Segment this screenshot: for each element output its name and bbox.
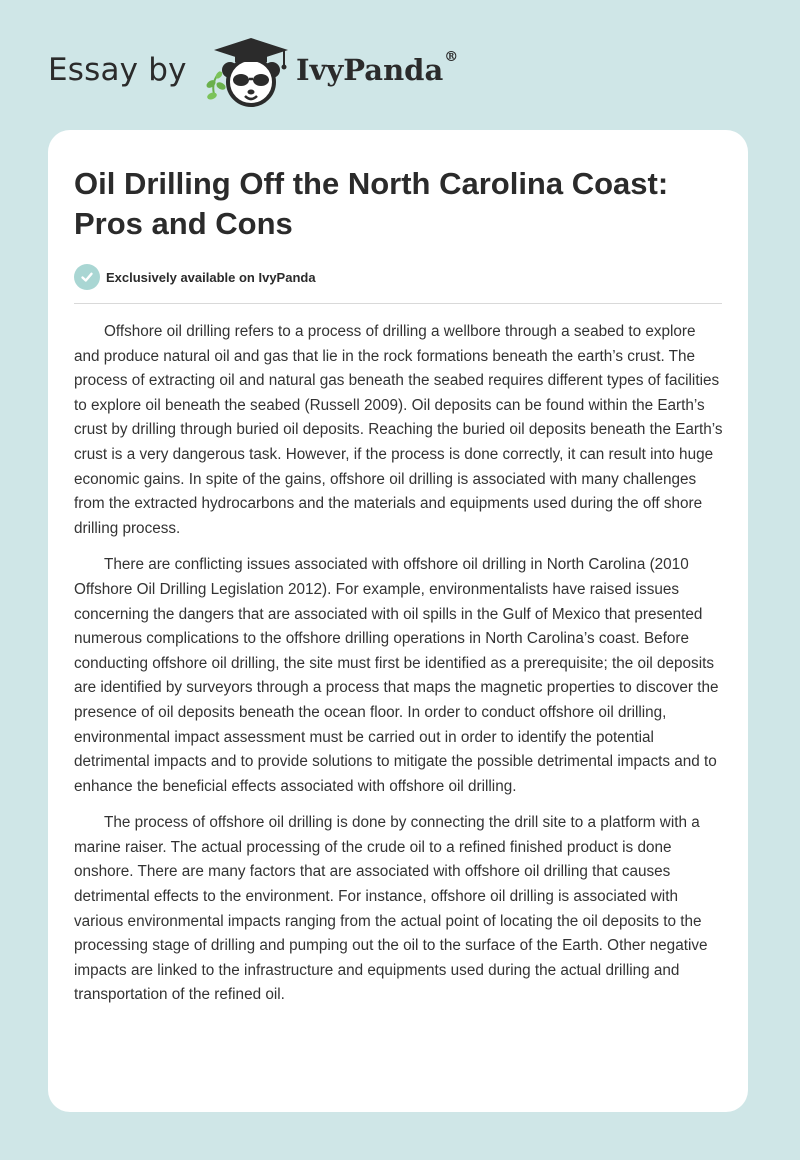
check-icon xyxy=(74,264,100,290)
registered-mark: ® xyxy=(444,49,459,65)
exclusive-label: Exclusively available on IvyPanda xyxy=(106,269,316,285)
essay-body xyxy=(74,320,724,1020)
brand-name xyxy=(296,49,459,87)
paragraph-2: There are conflicting issues associated with offshore oil drilling in North Carolina (2010 Offshore Oil Drilling Legislation 2012). For example, environmentalists have raised issues concerning the dangers that are associated with oil spills in the Gulf of Mexico that presented numerous complications to the offshore drilling operations in North Carolina’s coast. Before conducting offshore oil drilling, the site must first be identified as a prerequisite; the oil deposits are identified by surveyors through a process that maps the magnetic properties to discover the presence of oil deposits beneath the ocean floor. In order to conduct offshore oil drilling, environmental impact assessment must be carried out in order to identify the potential detrimental impacts and to provide solutions to mitigate the possible detrimental impacts and to enhance the beneficial effects associated with offshore oil drilling. xyxy=(74,556,719,795)
essay-card xyxy=(48,130,748,1112)
brand-name-text: IvyPanda xyxy=(296,53,444,87)
panda-logo-icon[interactable] xyxy=(200,36,300,108)
brand-prefix: Essay by xyxy=(48,52,187,88)
essay-title: Oil Drilling Off the North Carolina Coast: Pros and Cons xyxy=(74,166,669,241)
exclusive-badge xyxy=(74,264,316,290)
paragraph-3: The process of offshore oil drilling is done by connecting the drill site to a platform with a marine raiser. The actual processing of the crude oil to a refined finished product is done onshore. There are many factors that are associated with offshore oil drilling that causes detrimental effects to the environment. For instance, offshore oil drilling is associated with various environmental impacts ranging from the actual point of locating the oil deposits to the processing stage of drilling and pumping out the oil to the surface of the Earth. Other negative impacts are linked to the infrastructure and equipments used during the actual drilling and transportation of the refined oil. xyxy=(74,814,708,1004)
divider xyxy=(74,303,722,304)
site-header xyxy=(48,36,528,108)
paragraph-1: Offshore oil drilling refers to a process of drilling a wellbore through a seabed to explore and produce natural oil and gas that lie in the rock formations beneath the earth’s crust. The process of extracting oil and natural gas beneath the seabed requires different types of facilities to explore oil beneath the seabed (Russell 2009). Oil deposits can be found within the Earth’s crust by drilling through buried oil deposits. Reaching the buried oil deposits beneath the Earth’s crust is a very dangerous task. However, if the process is done correctly, it can result into huge economic gains. In spite of the gains, offshore oil drilling is associated with many challenges from the extracted hydrocarbons and the materials and equipments used during the off shore drilling process. xyxy=(74,323,723,537)
